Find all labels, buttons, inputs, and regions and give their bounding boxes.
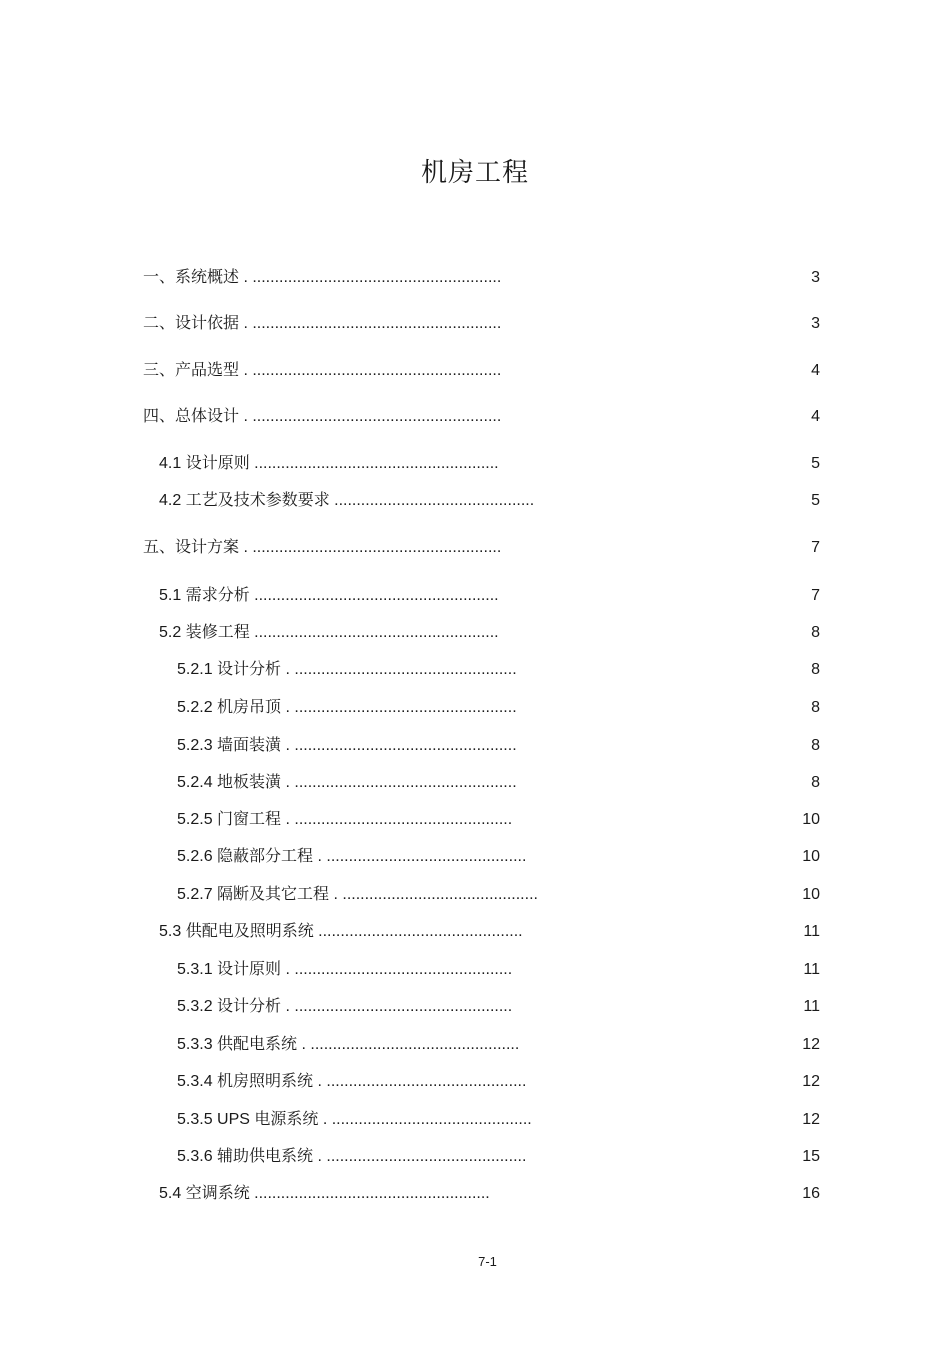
toc-entry[interactable] bbox=[0, 696, 950, 720]
toc-entry-page: 8 bbox=[811, 624, 820, 641]
toc-entry[interactable] bbox=[0, 621, 950, 645]
toc-entry-page: 12 bbox=[802, 1111, 820, 1128]
toc-entry-page: 11 bbox=[803, 923, 820, 940]
toc-entry[interactable] bbox=[0, 883, 950, 907]
toc-entry-page: 7 bbox=[811, 539, 820, 556]
toc-entry-text: 5.2.7 隔断及其它工程 . ............................................ bbox=[177, 886, 538, 903]
toc-entry-page: 3 bbox=[811, 315, 820, 332]
toc-entry[interactable] bbox=[0, 1070, 950, 1094]
toc-entry-page: 5 bbox=[811, 492, 820, 509]
toc-entry[interactable] bbox=[0, 958, 950, 982]
toc-entry[interactable] bbox=[0, 1108, 950, 1132]
toc-entry-text: 4.2 工艺及技术参数要求 ............................................. bbox=[159, 492, 535, 509]
toc-entry-page: 10 bbox=[802, 886, 820, 903]
toc-entry-text: 5.2.1 设计分析 . .................................................. bbox=[177, 661, 517, 678]
toc-entry[interactable] bbox=[0, 1033, 950, 1057]
toc-entry[interactable] bbox=[0, 845, 950, 869]
page-number-footer: 7-1 bbox=[478, 1254, 497, 1269]
toc-entry-page: 15 bbox=[802, 1148, 820, 1165]
toc-entry-page: 12 bbox=[802, 1073, 820, 1090]
toc-entry[interactable] bbox=[0, 658, 950, 682]
toc-entry-page: 16 bbox=[802, 1185, 820, 1202]
toc-entry-page: 8 bbox=[811, 661, 820, 678]
toc-entry[interactable] bbox=[0, 312, 950, 336]
toc-entry-page: 4 bbox=[811, 362, 820, 379]
toc-entry-page: 10 bbox=[802, 811, 820, 828]
toc-entry[interactable] bbox=[0, 452, 950, 476]
toc-entry-text: 一、系统概述 . ........................................................ bbox=[143, 269, 502, 286]
toc-entry-text: 四、总体设计 . ........................................................ bbox=[143, 408, 502, 425]
toc-entry-text: 4.1 设计原则 ....................................................... bbox=[159, 455, 499, 472]
toc-entry-text: 5.1 需求分析 ....................................................... bbox=[159, 587, 499, 604]
toc-entry[interactable] bbox=[0, 808, 950, 832]
toc-entry-page: 8 bbox=[811, 774, 820, 791]
toc-entry-text: 5.3.4 机房照明系统 . ............................................. bbox=[177, 1073, 527, 1090]
toc-entry[interactable] bbox=[0, 1145, 950, 1169]
toc-entry-text: 5.2.5 门窗工程 . ................................................. bbox=[177, 811, 513, 828]
toc-entry-page: 8 bbox=[811, 737, 820, 754]
toc-entry-text: 5.2.4 地板装潢 . .................................................. bbox=[177, 774, 517, 791]
toc-entry[interactable] bbox=[0, 771, 950, 795]
toc-entry-text: 5.3.6 辅助供电系统 . ............................................. bbox=[177, 1148, 527, 1165]
toc-entry[interactable] bbox=[0, 266, 950, 290]
toc-entry-text: 二、设计依据 . ........................................................ bbox=[143, 315, 502, 332]
toc-entry[interactable] bbox=[0, 359, 950, 383]
toc-entry-text: 五、设计方案 . ........................................................ bbox=[143, 539, 502, 556]
toc-entry-text: 5.2.2 机房吊顶 . .................................................. bbox=[177, 699, 517, 716]
toc-entry-page: 11 bbox=[803, 998, 820, 1015]
toc-entry-text: 5.2 装修工程 ....................................................... bbox=[159, 624, 499, 641]
document-title: 机房工程 bbox=[420, 158, 529, 188]
toc-entry[interactable] bbox=[0, 995, 950, 1019]
toc-entry-text: 5.3 供配电及照明系统 .............................................. bbox=[159, 923, 523, 940]
toc-entry-text: 5.3.3 供配电系统 . ............................................... bbox=[177, 1036, 520, 1053]
toc-entry-text: 5.2.3 墙面装潢 . .................................................. bbox=[177, 737, 517, 754]
toc-entry[interactable] bbox=[0, 920, 950, 944]
toc-entry-page: 12 bbox=[802, 1036, 820, 1053]
toc-entry-text: 三、产品选型 . ........................................................ bbox=[143, 362, 502, 379]
toc-entry[interactable] bbox=[0, 405, 950, 429]
toc-entry[interactable] bbox=[0, 584, 950, 608]
toc-entry[interactable] bbox=[0, 489, 950, 513]
toc-entry[interactable] bbox=[0, 734, 950, 758]
toc-entry-page: 5 bbox=[811, 455, 820, 472]
toc-entry-page: 4 bbox=[811, 408, 820, 425]
toc-entry-page: 8 bbox=[811, 699, 820, 716]
toc-entry-page: 11 bbox=[803, 961, 820, 978]
toc-entry-text: 5.3.2 设计分析 . ................................................. bbox=[177, 998, 513, 1015]
toc-entry-text: 5.2.6 隐蔽部分工程 . ............................................. bbox=[177, 848, 527, 865]
toc-entry-page: 7 bbox=[811, 587, 820, 604]
toc-entry-text: 5.3.1 设计原则 . ................................................. bbox=[177, 961, 513, 978]
toc-entry-text: 5.3.5 UPS 电源系统 . ............................................. bbox=[177, 1111, 532, 1128]
toc-entry-page: 10 bbox=[802, 848, 820, 865]
toc-entry[interactable] bbox=[0, 536, 950, 560]
toc-entry-text: 5.4 空调系统 ..................................................... bbox=[159, 1185, 490, 1202]
toc-entry[interactable] bbox=[0, 1182, 950, 1206]
toc-entry-page: 3 bbox=[811, 269, 820, 286]
